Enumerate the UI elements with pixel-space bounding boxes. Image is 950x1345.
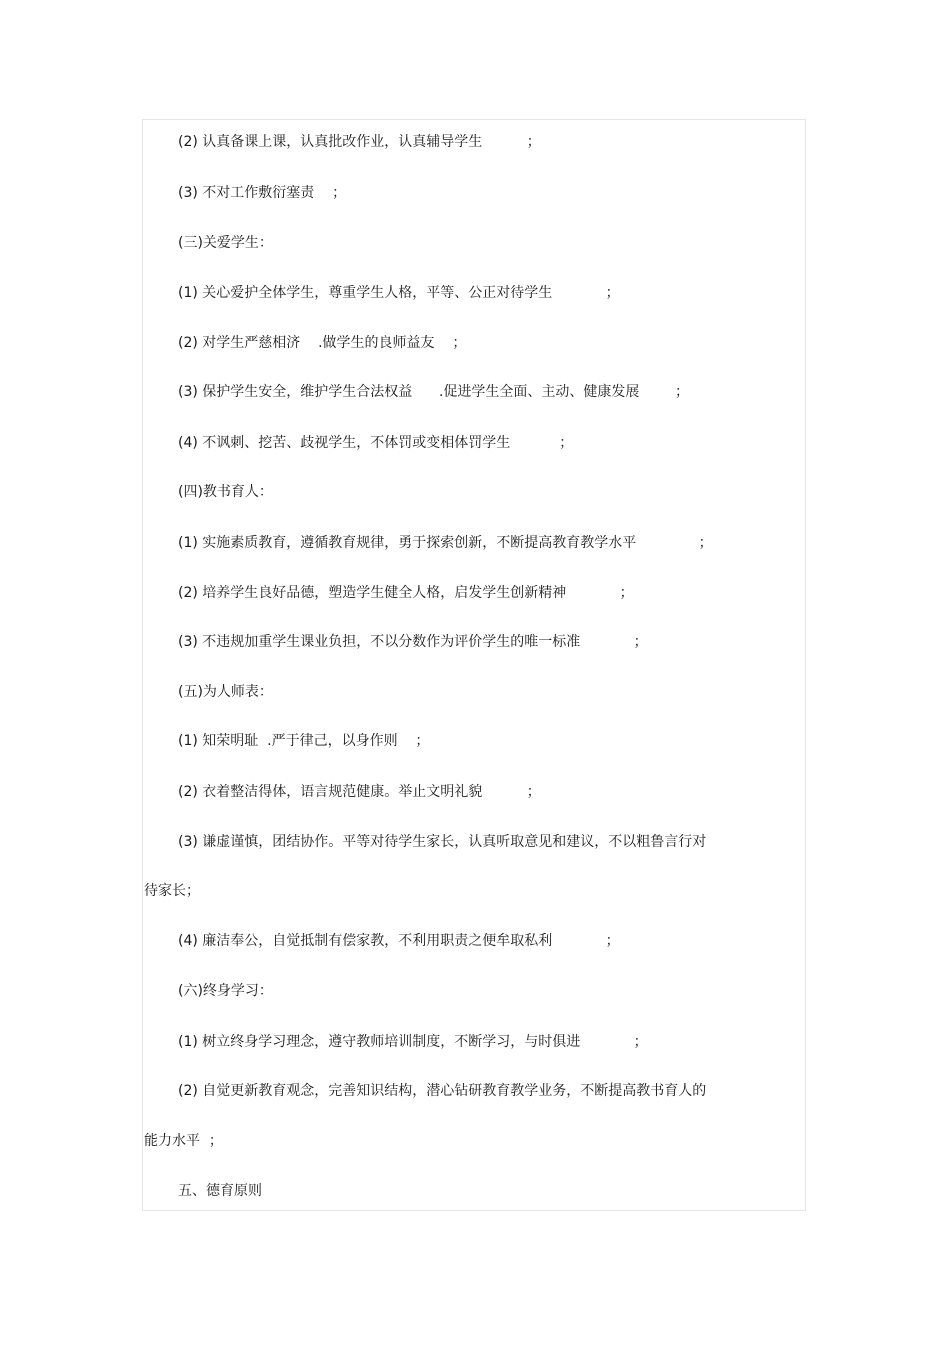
text-line: (2) 自觉更新教育观念，完善知识结构，潜心钻研教育教学业务，不断提高教书育人的 <box>178 1083 707 1099</box>
text-line: (1) 实施素质教育，遵循教育规律，勇于探索创新，不断提高教育教学水平 ； <box>178 535 713 551</box>
section-heading: 五、德育原则 <box>178 1183 262 1199</box>
section-heading: (三)关爱学生： <box>178 235 273 251</box>
text-line: (1) 知荣明耻 .严于律己，以身作则 ； <box>178 733 430 749</box>
text-line-continuation: 待家长； <box>144 883 200 899</box>
text-line: (2) 对学生严慈相济 .做学生的良师益友 ； <box>178 335 467 351</box>
text-line: (2) 衣着整洁得体，语言规范健康。举止文明礼貌 ； <box>178 784 541 800</box>
text-line: (1) 树立终身学习理念，遵守教师培训制度，不断学习，与时俱进 ； <box>178 1034 648 1050</box>
text-line: (4) 不讽刺、挖苦、歧视学生，不体罚或变相体罚学生 ； <box>178 435 574 451</box>
text-line: (2) 认真备课上课，认真批改作业，认真辅导学生 ； <box>178 134 541 150</box>
text-line: (2) 培养学生良好品德，塑造学生健全人格，启发学生创新精神 ； <box>178 585 634 601</box>
section-heading: (六)终身学习： <box>178 983 273 999</box>
section-heading: (四)教书育人： <box>178 484 273 500</box>
text-line: (3) 保护学生安全，维护学生合法权益 .促进学生全面、主动、健康发展 ； <box>178 384 690 400</box>
text-line-continuation: 能力水平 ； <box>144 1133 223 1149</box>
text-line: (4) 廉洁奉公，自觉抵制有偿家教，不利用职责之便牟取私利 ； <box>178 933 620 949</box>
text-line: (1) 关心爱护全体学生，尊重学生人格，平等、公正对待学生 ； <box>178 285 620 301</box>
text-line: (3) 不对工作敷衍塞责 ； <box>178 185 347 201</box>
section-heading: (五)为人师表： <box>178 684 273 700</box>
text-line: (3) 不违规加重学生课业负担，不以分数作为评价学生的唯一标准 ； <box>178 634 648 650</box>
text-line: (3) 谦虚谨慎，团结协作。平等对待学生家长，认真听取意见和建议，不以粗鲁言行对 <box>178 834 707 850</box>
